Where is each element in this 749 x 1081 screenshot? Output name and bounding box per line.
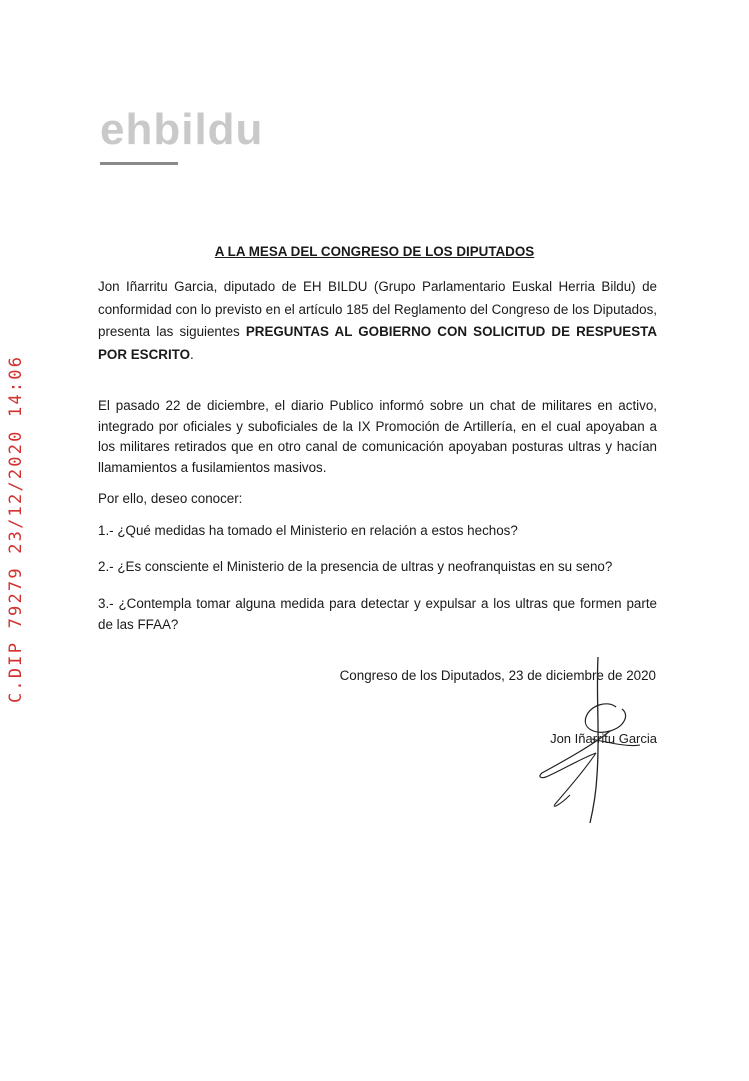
intro-end: . bbox=[190, 346, 194, 362]
intro-paragraph bbox=[98, 276, 657, 366]
registry-stamp: C.DIP 79279 23/12/2020 14:06 bbox=[6, 354, 26, 703]
ehbildu-logo: ehbildu bbox=[100, 105, 264, 154]
question-2: 2.- ¿Es consciente el Ministerio de la presencia de ultras y neofranquistas en su seno? bbox=[98, 559, 613, 574]
intro-bold-text: PREGUNTAS AL GOBIERNO CON SOLICITUD DE RESPUESTA POR ESCRITO bbox=[98, 324, 657, 362]
request-paragraph: Por ello, deseo conocer: bbox=[98, 491, 243, 506]
question-3: 3.- ¿Contempla tomar alguna medida para detectar y expulsar a los ultras que formen parte de las FFAA? bbox=[98, 596, 657, 632]
context-paragraph: El pasado 22 de diciembre, el diario Publico informó sobre un chat de militares en activo, integrado por oficiales y suboficiales de la IX Promoción de Artillería, en el cual apoyaban a los militares retirados que en otro canal de comunicación apoyaban posturas ultras y hacían llamamientos a fusilamientos masivos. bbox=[98, 398, 657, 475]
intro-text: Jon Iñarritu Garcia, diputado de EH BILDU (Grupo Parlamentario Euskal Herria Bildu) de conformidad con lo previsto en el artículo 185 del Reglamento del Congreso de los Diputados, presenta las siguientes bbox=[98, 279, 657, 339]
place-and-date: Congreso de los Diputados, 23 de diciembre de 2020 bbox=[339, 668, 656, 683]
logo-underline bbox=[100, 162, 178, 165]
question-1: 1.- ¿Qué medidas ha tomado el Ministerio en relación a estos hechos? bbox=[98, 523, 518, 538]
document-heading: A LA MESA DEL CONGRESO DE LOS DIPUTADOS bbox=[214, 244, 535, 259]
signer-name: Jon Iñarritu Garcia bbox=[550, 731, 657, 746]
